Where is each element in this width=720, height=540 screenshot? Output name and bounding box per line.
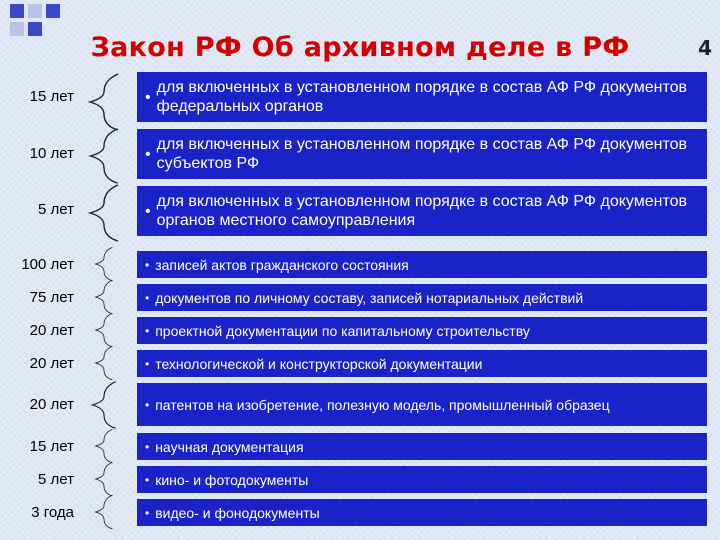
bullet-icon: •	[145, 257, 150, 272]
provision-box	[137, 186, 707, 236]
retention-period: 5 лет	[38, 201, 74, 218]
bullet-icon: •	[145, 439, 150, 454]
provision-text: записей актов гражданского состояния	[155, 256, 409, 273]
slide-number: 4	[698, 36, 712, 60]
retention-period: 20 лет	[29, 396, 74, 413]
provision-text: для включенных в установленном порядке в состав АФ РФ документов субъектов РФ	[156, 136, 688, 172]
provision-box	[137, 350, 707, 377]
bullet-icon: •	[145, 202, 151, 220]
brace-icon	[84, 72, 124, 132]
deco-square	[10, 4, 24, 18]
brace-icon	[84, 246, 124, 282]
provision-text: технологической и конструкторской документации	[155, 355, 483, 372]
retention-period: 3 года	[31, 504, 74, 521]
bullet-icon: •	[145, 472, 150, 487]
bullet-icon: •	[145, 290, 150, 305]
retention-period: 100 лет	[21, 256, 74, 273]
deco-square	[28, 22, 42, 36]
provision-text: патентов на изобретение, полезную модель, промышленный образец	[155, 396, 610, 413]
provision-box	[137, 466, 707, 493]
bullet-icon: •	[145, 88, 151, 106]
provision-box	[137, 433, 707, 460]
provision-box	[137, 383, 707, 426]
retention-period: 20 лет	[29, 355, 74, 372]
provision-text: кино- и фотодокументы	[155, 471, 309, 488]
brace-icon	[84, 312, 124, 348]
deco-square	[10, 22, 24, 36]
brace-icon	[84, 345, 124, 381]
brace-icon	[84, 127, 124, 185]
brace-icon	[84, 461, 124, 497]
retention-period: 75 лет	[29, 289, 74, 306]
provision-text: для включенных в установленном порядке в состав АФ РФ документов органов местного самоуправления	[156, 193, 688, 229]
provision-text: для включенных в установленном порядке в состав АФ РФ документов федеральных органов	[156, 79, 688, 115]
decorative-squares	[0, 0, 80, 50]
bullet-icon: •	[145, 505, 150, 520]
provision-text: видео- и фонодокументы	[155, 504, 320, 521]
provision-box	[137, 129, 707, 179]
bullet-icon: •	[145, 397, 150, 412]
provision-box	[137, 499, 707, 526]
brace-icon	[84, 494, 124, 530]
page-title: Закон РФ Об архивном деле в РФ	[90, 32, 630, 63]
provision-text: проектной документации по капитальному строительству	[155, 322, 530, 339]
provision-text: научная документация	[155, 438, 304, 455]
provision-text: документов по личному составу, записей нотариальных действий	[155, 289, 584, 306]
bullet-icon: •	[145, 145, 151, 163]
retention-period: 20 лет	[29, 322, 74, 339]
brace-icon	[84, 380, 124, 430]
bullet-icon: •	[145, 323, 150, 338]
retention-period: 15 лет	[29, 88, 74, 105]
brace-icon	[84, 428, 124, 464]
provision-box	[137, 317, 707, 344]
bullet-icon: •	[145, 356, 150, 371]
retention-period: 10 лет	[29, 145, 74, 162]
brace-icon	[84, 279, 124, 315]
retention-period: 15 лет	[29, 438, 74, 455]
deco-square	[46, 4, 60, 18]
brace-icon	[84, 183, 124, 243]
provision-box	[137, 251, 707, 278]
retention-period: 5 лет	[38, 471, 74, 488]
provision-box	[137, 72, 707, 122]
deco-square	[28, 4, 42, 18]
provision-box	[137, 284, 707, 311]
